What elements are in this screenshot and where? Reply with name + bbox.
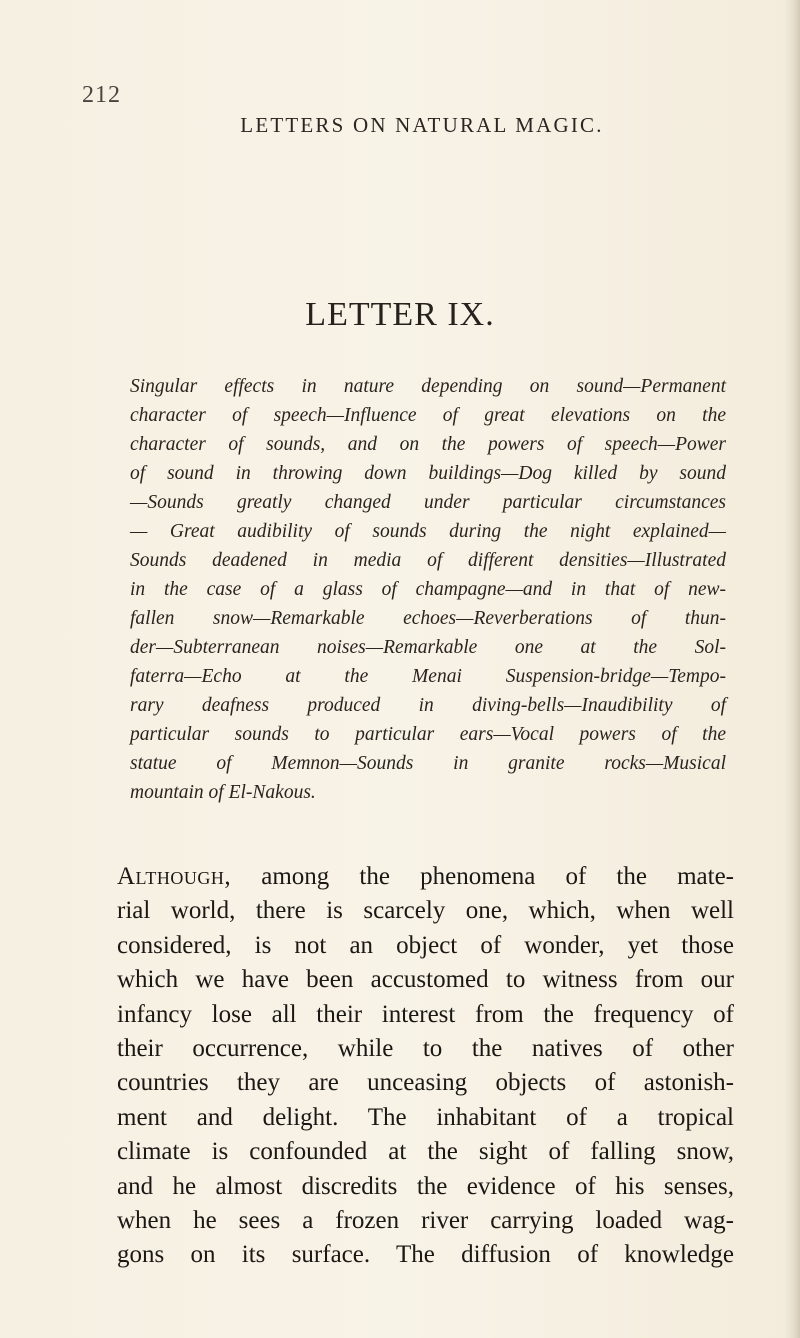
summary-line: Singular effects in nature depending on sound—Permanent (130, 376, 726, 397)
body-first-word: Although, (117, 863, 232, 890)
body-first-line-rest: among the phenomena of the mate- (231, 863, 734, 890)
body-line: ment and delight. The inhabitant of a tropical (117, 1103, 734, 1131)
body-line: countries they are unceasing objects of astonish- (117, 1069, 734, 1097)
body-line: rial world, there is scarcely one, which, when well (117, 897, 734, 925)
summary-line: rary deafness produced in diving-bells—Inaudibility of (130, 695, 726, 716)
body-line: their occurrence, while to the natives of other (117, 1035, 734, 1063)
body-line: when he sees a frozen river carrying loaded wag- (117, 1207, 734, 1235)
summary-line: — Great audibility of sounds during the night explained— (130, 521, 726, 542)
summary-line: faterra—Echo at the Menai Suspension-bridge—Tempo- (130, 666, 726, 687)
body-line: considered, is not an object of wonder, yet those (117, 931, 734, 959)
body-line: and he almost discredits the evidence of his senses, (117, 1172, 734, 1200)
body-line: which we have been accustomed to witness from our (117, 966, 734, 994)
summary-line: der—Subterranean noises—Remarkable one at the Sol- (130, 637, 726, 658)
summary-line: particular sounds to particular ears—Vocal powers of the (130, 724, 726, 745)
summary-line: statue of Memnon—Sounds in granite rocks—Musical (130, 753, 726, 774)
chapter-summary (130, 372, 726, 807)
summary-line: of sound in throwing down buildings—Dog killed by sound (130, 463, 726, 484)
summary-line: fallen snow—Remarkable echoes—Reverberations of thun- (130, 608, 726, 629)
body-line (117, 860, 734, 894)
body-line: gons on its surface. The diffusion of knowledge (117, 1241, 734, 1269)
summary-line: character of speech—Influence of great elevations on the (130, 405, 726, 426)
body-line: climate is confounded at the sight of falling snow, (117, 1138, 734, 1166)
summary-line: Sounds deadened in media of different densities—Illustrated (130, 550, 726, 571)
summary-line: in the case of a glass of champagne—and in that of new- (130, 579, 726, 600)
letter-title: LETTER IX. (305, 296, 495, 333)
summary-line: —Sounds greatly changed under particular circumstances (130, 492, 726, 513)
summary-line: character of sounds, and on the powers of speech—Power (130, 434, 726, 455)
page-number: 212 (82, 82, 121, 108)
running-head: LETTERS ON NATURAL MAGIC. (240, 113, 604, 137)
page-edge-shadow (784, 0, 800, 1338)
body-paragraph (117, 860, 734, 1273)
summary-line: mountain of El-Nakous. (130, 782, 316, 803)
body-line: infancy lose all their interest from the frequency of (117, 1000, 734, 1028)
